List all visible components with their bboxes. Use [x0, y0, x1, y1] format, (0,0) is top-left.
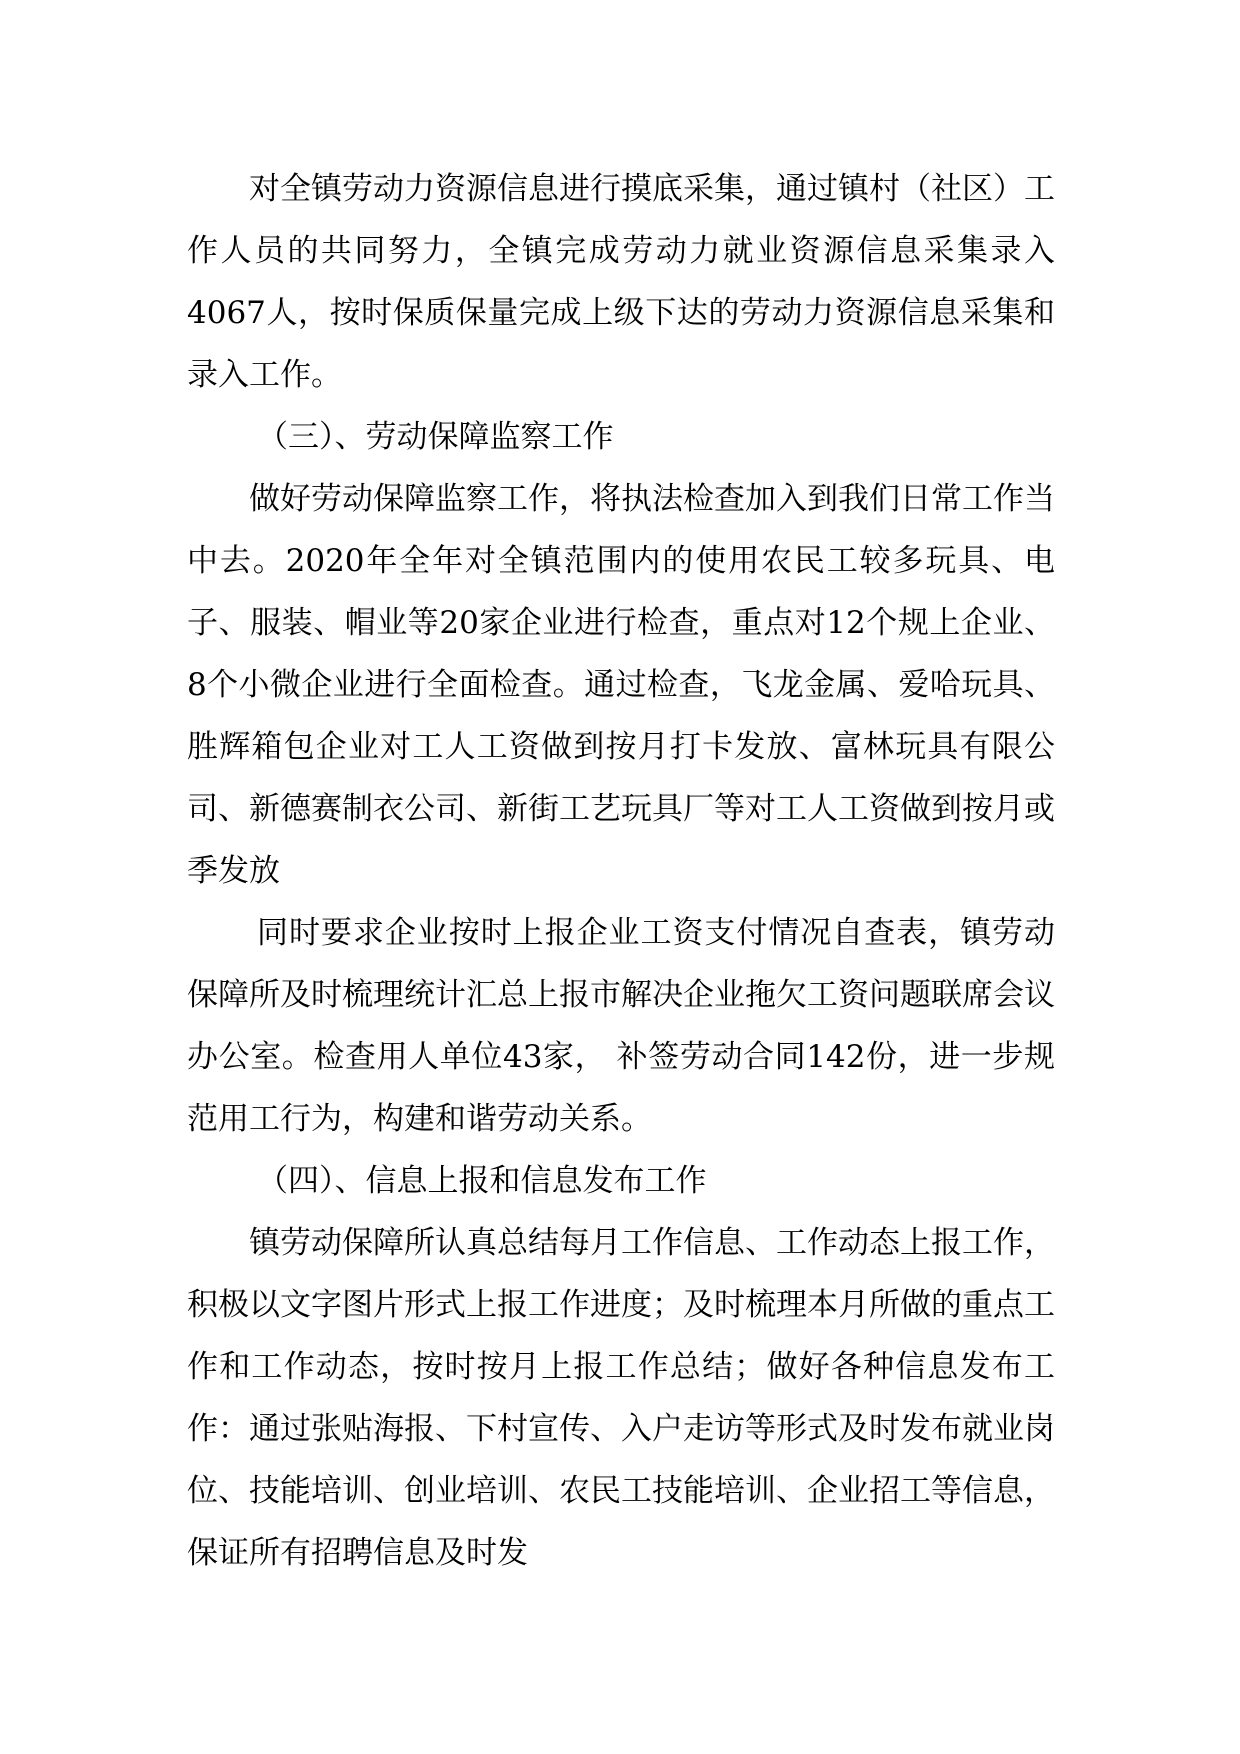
paragraph-information-reporting: 镇劳动保障所认真总结每月工作信息、工作动态上报工作，积极以文字图片形式上报工作进度；及时梳理本月所做的重点工作和工作动态，按时按月上报工作总结；做好各种信息发布工作：通过张贴海报、下村宣传、入户走访等形式及时发布就业岗位、技能培训、创业培训、农民工技能培训、企业招工等信息，保证所有招聘信息及时发: [187, 1225, 1055, 1571]
section-heading-information-reporting: （四）、信息上报和信息发布工作: [257, 1163, 707, 1199]
document-body: [187, 158, 1055, 1584]
paragraph-labor-inspection: 做好劳动保障监察工作，将执法检查加入到我们日常工作当中去。2020年全年对全镇范围内的使用农民工较多玩具、电子、服装、帽业等20家企业进行检查，重点对12个规上企业、8个小微企业进行全面检查。通过检查，飞龙金属、爱哈玩具、胜辉箱包企业对工人工资做到按月打卡发放、富林玩具有限公司、新德赛制衣公司、新街工艺玩具厂等对工人工资做到按月或季发放: [187, 481, 1055, 889]
paragraph-labor-resource-collection: 对全镇劳动力资源信息进行摸底采集，通过镇村（社区）工作人员的共同努力，全镇完成劳动力就业资源信息采集录入4067人，按时保质保量完成上级下达的劳动力资源信息采集和录入工作。: [187, 171, 1055, 393]
section-heading-labor-inspection: （三）、劳动保障监察工作: [257, 419, 614, 455]
paragraph-wage-self-check: 同时要求企业按时上报企业工资支付情况自查表，镇劳动保障所及时梳理统计汇总上报市解决企业拖欠工资问题联席会议办公室。检查用人单位43家， 补签劳动合同142份，进一步规范用工行为，构建和谐劳动关系。: [187, 915, 1055, 1137]
